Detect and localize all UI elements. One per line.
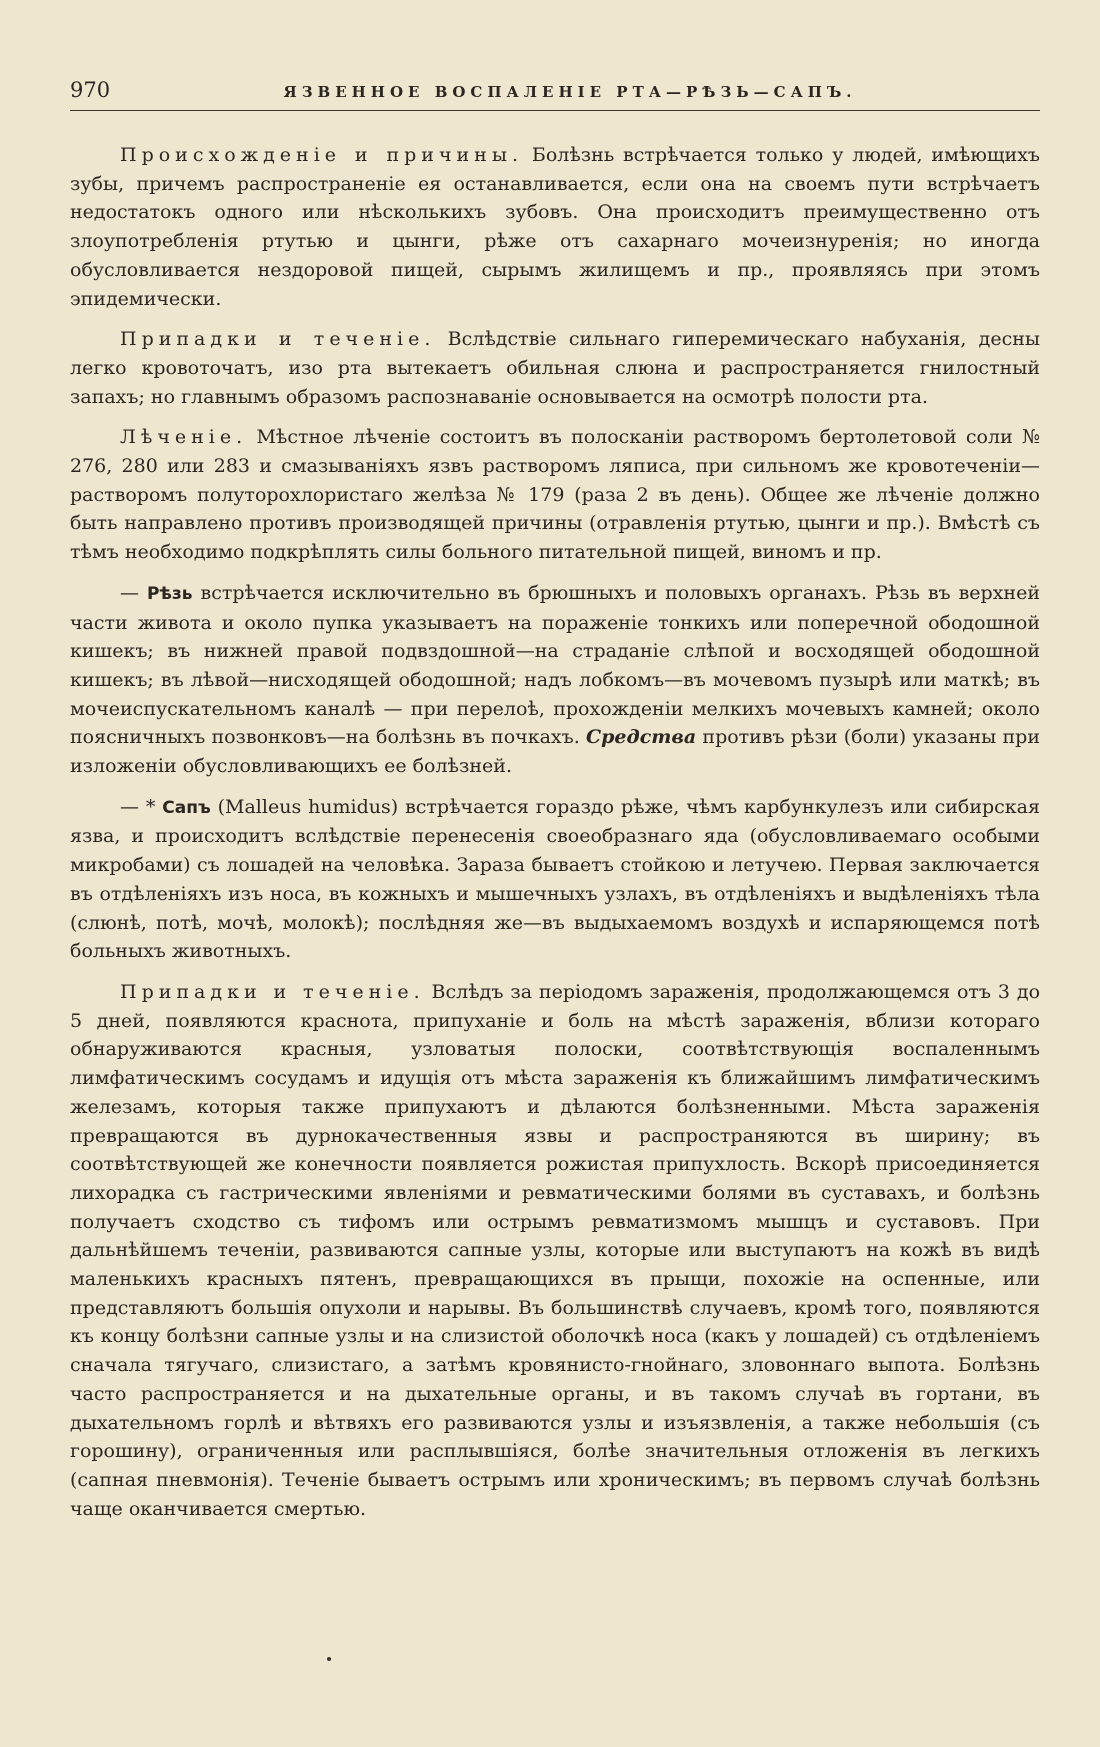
section-heading: Припадки и теченіе. bbox=[120, 328, 436, 351]
entry-dash: — * bbox=[120, 795, 163, 818]
paragraph-text: Вслѣдствіе сильнаго гиперемическаго набуханія, десны легко кровоточатъ, изо рта вытекаетъ обильная слюна и распространяется гнилостный запахъ; но главнымъ образомъ распознаваніе основывается на осмотрѣ полости рта. bbox=[70, 328, 1040, 408]
paragraph-symptoms-course bbox=[70, 325, 1040, 411]
section-heading: Происхожденіе и причины. bbox=[120, 144, 523, 166]
entry-term: Сапъ bbox=[162, 797, 211, 818]
page-header bbox=[70, 78, 1040, 111]
paragraph-text: Болѣзнь встрѣчается только у людей, имѣющихъ зубы, причемъ распространеніе ея останавливается, если она на своемъ пути встрѣчаетъ недостатокъ одного или нѣсколькихъ зубовъ. Она происходитъ преимущественно отъ злоупотребленія ртутью и цынги, рѣже отъ сахарнаго мочеизнуренія; но иногда обусловливается нездоровой пищей, сырымъ жилищемъ и пр., проявляясь при этомъ эпидемически. bbox=[70, 144, 1040, 310]
entry-dash: — bbox=[120, 581, 147, 604]
paragraph-rez bbox=[70, 579, 1040, 781]
paragraph-treatment bbox=[70, 423, 1040, 567]
page-number: 970 bbox=[70, 78, 111, 102]
paragraph-text: противъ рѣзи (боли) указаны при изложеніи обусловливающихъ ее болѣзней. bbox=[70, 726, 1040, 778]
stray-dot-mark bbox=[327, 1657, 331, 1661]
italic-term: Средства bbox=[586, 726, 697, 749]
paragraph-text: встрѣчается исключительно въ брюшныхъ и половыхъ органахъ. Рѣзь въ верхней части живота и около пупка указываетъ на пораженіе тонкихъ или поперечной ободошной кишекъ; въ нижней правой подвздошной—на страданіе слѣпой и восходящей ободошной кишекъ; въ лѣвой—нисходящей ободошной; надъ лобкомъ—въ мочевомъ пузырѣ или маткѣ; въ мочеиспускательномъ каналѣ — при перелоѣ, прохожденіи мелкихъ мочевыхъ камней; около поясничныхъ позвонковъ—на болѣзнь въ почкахъ. bbox=[70, 581, 1040, 749]
section-heading: Лѣченіе. bbox=[120, 426, 248, 449]
section-heading: Припадки и теченіе. bbox=[120, 980, 425, 1003]
paragraph-sap bbox=[70, 793, 1040, 966]
paragraph-text: Мѣстное лѣченіе состоитъ въ полосканіи растворомъ бертолетовой соли № 276, 280 или 283 и смазываніяхъ язвъ растворомъ ляписа, при сильномъ же кровотеченіи—растворомъ полуторохлористаго желѣза № 179 (раза 2 въ день). Общее же лѣченіе должно быть направлено противъ производящей причины (отравленія ртутью, цынги и пр.). Вмѣстѣ съ тѣмъ необходимо подкрѣплять силы больного питательной пищей, виномъ и пр. bbox=[70, 426, 1040, 564]
paragraph-text: Вслѣдъ за періодомъ зараженія, продолжающемся отъ 3 до 5 дней, появляются краснота, припуханіе и боль на мѣстѣ зараженія, вблизи котораго обнаруживаются красныя, узловатыя полоски, соотвѣтствующія воспаленнымъ лимфатическимъ сосудамъ и идущія отъ мѣста зараженія къ ближайшимъ лимфатическимъ железамъ, которыя также припухаютъ и дѣлаются болѣзненными. Мѣста зараженія превращаются въ дурнокачественныя язвы и распространяются въ ширину; въ соотвѣтствующей же конечности появляется рожистая припухлость. Вскорѣ присоединяется лихорадка съ гастрическими явленіями и ревматическими болями въ суставахъ, и болѣзнь получаетъ сходство съ тифомъ или острымъ ревматизмомъ мышцъ и суставовъ. При дальнѣйшемъ теченіи, развиваются сапные узлы, которые или выступаютъ на кожѣ въ видѣ маленькихъ красныхъ пятенъ, превращающихся въ прыщи, похожіе на оспенные, или представляютъ большія опухоли и нарывы. Въ большинствѣ случаевъ, кромѣ того, появляются къ концу болѣзни сапные узлы и на слизистой оболочкѣ носа (какъ у лошадей) съ отдѣленіемъ сначала тягучаго, слизистаго, а затѣмъ кровянисто-гнойнаго, зловоннаго выпота. Болѣзнь часто распространяется и на дыхательные органы, и въ такомъ случаѣ въ гортани, въ дыхательномъ горлѣ и вѣтвяхъ его развиваются узлы и изъязвленія, а также небольшія (съ горошину), ограниченныя или расплывшіяся, болѣе значительныя отложенія въ легкихъ (сапная пневмонія). Теченіе бываетъ острымъ или хроническимъ; въ первомъ случаѣ болѣзнь чаще оканчивается смертью. bbox=[70, 980, 1041, 1520]
paragraph-text: (Malleus humidus) встрѣчается гораздо рѣже, чѣмъ карбункулезъ или сибирская язва, и происходитъ вслѣдствіе перенесенія своеобразнаго яда (обусловливаемаго особыми микробами) съ лошадей на человѣка. Зараза бываетъ стойкою и летучею. Первая заключается въ отдѣленіяхъ изъ носа, въ кожныхъ и мышечныхъ узлахъ, въ отдѣленіяхъ и выдѣленіяхъ тѣла (слюнѣ, потѣ, мочѣ, молокѣ); послѣдняя же—въ выдыхаемомъ воздухѣ и испаряющемся потѣ больныхъ животныхъ. bbox=[70, 795, 1040, 963]
paragraph-sap-symptoms-course bbox=[70, 978, 1040, 1523]
entry-term: Рѣзь bbox=[146, 583, 193, 604]
paragraph-origin-causes bbox=[70, 141, 1040, 313]
running-title: ЯЗВЕННОЕ ВОСПАЛЕНІЕ РТА—РѢЗЬ—САПЪ. bbox=[283, 83, 857, 101]
